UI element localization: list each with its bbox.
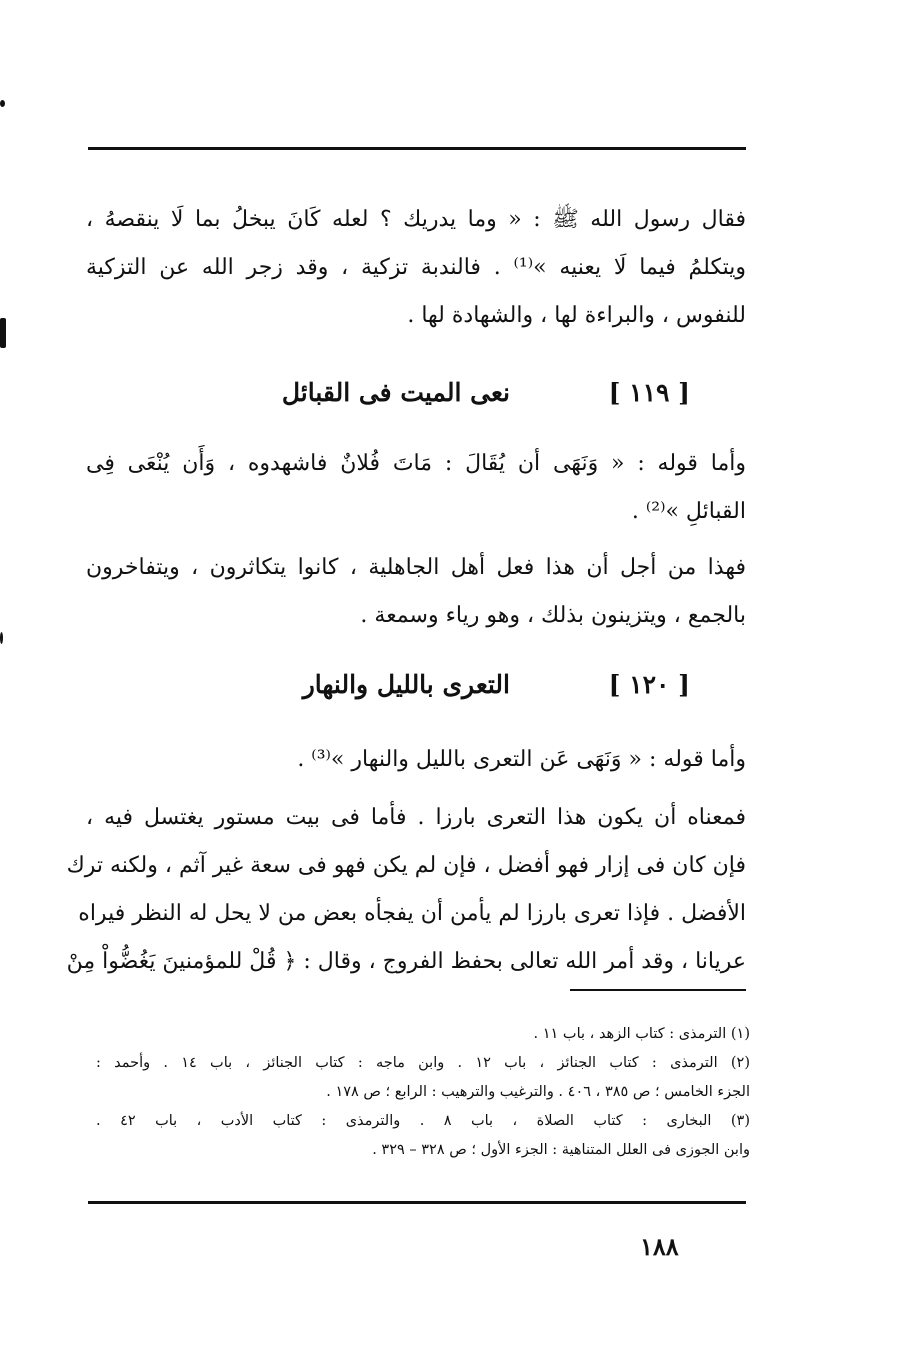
paragraph-line: الأفضل . فإذا تعرى بارزا لم يأمن أن يفجأه بعض من لا يحل له النظر فيراه [78, 901, 746, 926]
paragraph-line: ويتكلمُ فيما لَا يعنيه »⁽¹⁾ . فالندبة تزكية ، وقد زجر الله عن التزكية [86, 255, 747, 280]
paragraph-line: بالجمع ، ويتزينون بذلك ، وهو رياء وسمعة . [360, 603, 746, 628]
section-number: [ ١٢٠ ] [608, 670, 690, 699]
paragraph-1 [86, 196, 746, 340]
paragraph-4 [86, 736, 746, 784]
paragraph-line: فإن كان فى إزار فهو أفضل ، فإن لم يكن فهو فى سعة غير آثم ، ولكنه ترك [66, 853, 746, 878]
section-number: [ ١١٩ ] [608, 378, 690, 407]
footnote-2: (٢) الترمذى : كتاب الجنائز ، باب ١٢ . وابن ماجه : كتاب الجنائز ، باب ١٤ . وأحمد : [96, 1055, 750, 1071]
scan-speck [0, 100, 5, 107]
scan-speck [0, 318, 6, 348]
footnote-2-continued: الجزء الخامس ؛ ص ٣٨٥ ، ٤٠٦ . والترغيب والترهيب : الرابع ؛ ص ١٧٨ . [326, 1084, 750, 1100]
paragraph-line: عريانا ، وقد أمر الله تعالى بحفظ الفروج ، وقال : ﴿ قُلْ للمؤمنينَ يَغُضُّواْ مِنْ [66, 949, 746, 974]
paragraph-line: وأما قوله : « وَنَهَى أن يُقَالَ : مَاتَ فُلانٌ فاشهدوه ، وَأَن يُنْعَى فِى [86, 451, 746, 476]
paragraph-line: القبائلِ »⁽²⁾ . [631, 499, 746, 524]
footnote-3-continued: وابن الجوزى فى العلل المتناهية : الجزء الأول ؛ ص ٣٢٨ – ٣٢٩ . [372, 1142, 750, 1158]
paragraph-line: فمعناه أن يكون هذا التعرى بارزا . فأما فى بيت مستور يغتسل فيه ، [86, 805, 746, 830]
top-rule [88, 147, 746, 150]
paragraph-3 [86, 544, 746, 640]
footnote-separator [570, 989, 746, 991]
footnote-3: (٣) البخارى : كتاب الصلاة ، باب ٨ . والترمذى : كتاب الأدب ، باب ٤٢ . [96, 1113, 750, 1129]
paragraph-line: وأما قوله : « وَنَهَى عَن التعرى بالليل والنهار »⁽³⁾ . [297, 747, 746, 772]
footnote-1: (١) الترمذى : كتاب الزهد ، باب ١١ . [533, 1026, 750, 1042]
paragraph-line: للنفوس ، والبراءة لها ، والشهادة لها . [407, 303, 746, 328]
section-title: نعى الميت فى القبائل [281, 378, 510, 407]
paragraph-5 [66, 794, 746, 986]
bottom-rule [88, 1201, 746, 1204]
paragraph-2 [86, 440, 746, 536]
scan-speck [0, 632, 3, 644]
paragraph-line: فهذا من أجل أن هذا فعل أهل الجاهلية ، كانوا يتكاثرون ، ويتفاخرون [86, 555, 746, 580]
page-number: ١٨٨ [640, 1232, 679, 1261]
paragraph-line: فقال رسول الله ﷺ : « وما يدريك ؟ لعله كَانَ يبخلُ بما لَا ينقصهُ ، [86, 207, 746, 232]
section-title: التعرى بالليل والنهار [302, 670, 510, 699]
footnotes [96, 1020, 750, 1165]
